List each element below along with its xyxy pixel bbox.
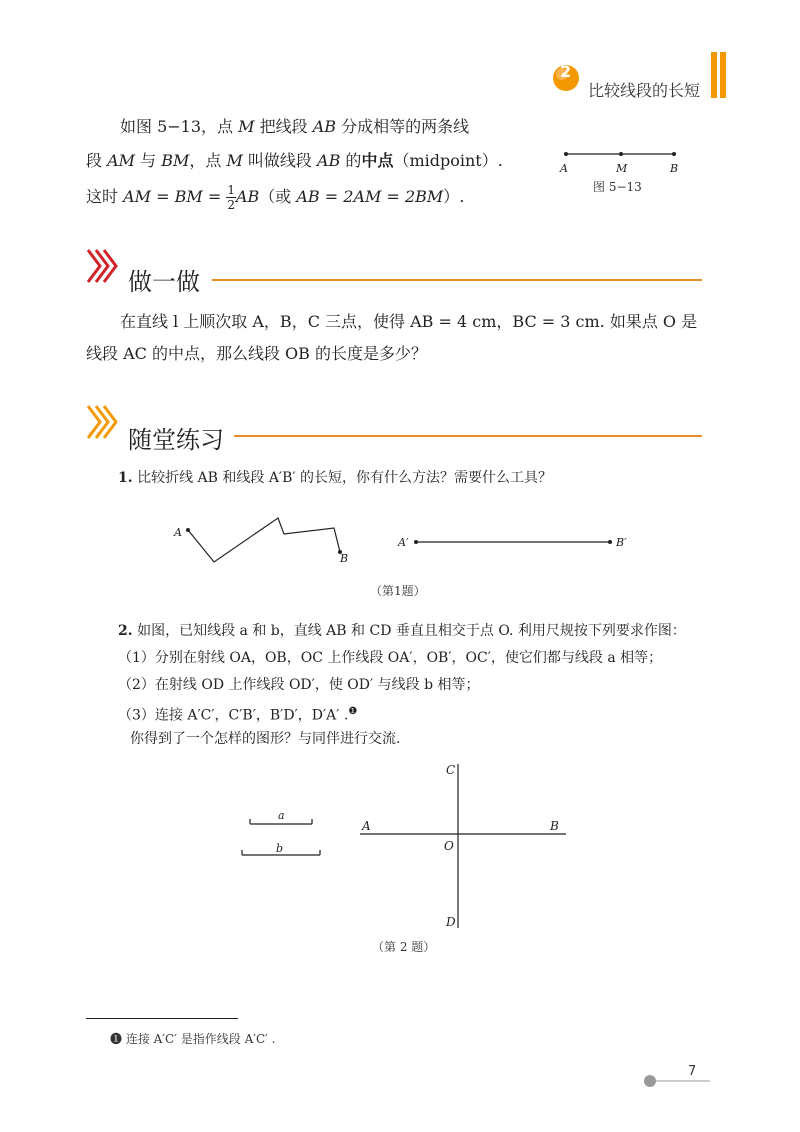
footnote-rule [86, 1018, 238, 1019]
chapter-number: 2 [560, 62, 572, 81]
intro-line-3: 这时 AM = BM = $\frac{1}{2}$ AB（或 AB = 2AM = 2BM）. [86, 183, 465, 212]
question-2-step-2: （2）在射线 OD 上作线段 OD′，使 OD′ 与线段 b 相等； [118, 677, 480, 693]
question-2-caption: （第 2 题） [372, 940, 436, 954]
question-1-caption: （第1题） [370, 584, 426, 598]
figure-5-13-caption: 图 5−13 [593, 180, 642, 194]
label-c: C [446, 763, 456, 777]
label-b: B [670, 162, 679, 175]
label-b-prime: B′ [616, 536, 627, 549]
do-it-rule [212, 279, 702, 281]
question-2: 2. 如图，已知线段 a 和 b，直线 AB 和 CD 垂直且相交于点 O. 利用尺规按下列要求作图： [118, 623, 686, 639]
polyline-ab [188, 518, 340, 562]
label-o: O [444, 839, 454, 853]
footnote-marker: ❶ [348, 706, 358, 717]
header-accent-bar [711, 52, 717, 98]
label-a: A [560, 162, 568, 175]
page-number-marker [642, 1074, 712, 1088]
label-m: M [616, 162, 628, 175]
do-it-title: 做一做 [128, 268, 200, 296]
question-2-step-3: （3）连接 A′C′，C′B′，B′D′，D′A′ .$^❶$ [118, 706, 358, 724]
section-chevron-icon [86, 402, 126, 442]
intro-line-2: 段 AM 与 BM，点 M 叫做线段 AB 的中点（midpoint）. [86, 151, 503, 170]
question-2-step-1: （1）分别在射线 OA，OB，OC 上作线段 OA′，OB′，OC′，使它们都与线段 a 相等； [118, 650, 663, 666]
label-a: A [174, 526, 182, 539]
label-seg-a: a [278, 809, 285, 822]
label-b: B [340, 552, 349, 565]
fraction-one-half: $\frac{1}{2}$ [227, 183, 235, 212]
practice-title: 随堂练习 [128, 426, 224, 454]
intro-line-1: 如图 5−13，点 M 把线段 AB 分成相等的两条线 [120, 117, 470, 136]
section-chevron-icon [86, 246, 126, 286]
page-number: 7 [688, 1064, 697, 1079]
label-a-prime: A′ [398, 536, 409, 549]
question-1: 1. 比较折线 AB 和线段 A′B′ 的长短，你有什么方法？需要什么工具？ [118, 470, 553, 486]
point-b [672, 152, 676, 156]
term-midpoint: 中点 [361, 151, 394, 170]
question-2-step-4: 你得到了一个怎样的图形？与同伴进行交流. [130, 731, 401, 747]
point-a [564, 152, 568, 156]
do-it-line-1: 在直线 l 上顺次取 A，B，C 三点，使得 AB = 4 cm，BC = 3 cm. 如果点 O 是 [120, 312, 698, 331]
label-d: D [446, 915, 456, 929]
question-1-figure [170, 510, 640, 570]
question-2-figure [230, 758, 590, 933]
header-accent-bar [720, 52, 726, 98]
label-b: B [550, 819, 559, 833]
section-header-title: 比较线段的长短 [588, 81, 701, 100]
label-a: A [362, 819, 371, 833]
practice-rule [234, 435, 702, 437]
footnote: ❶ 连接 A′C′ 是指作线段 A′C′ . [110, 1032, 276, 1046]
point-m [619, 152, 623, 156]
do-it-line-2: 线段 AC 的中点，那么线段 OB 的长度是多少？ [86, 344, 428, 363]
label-seg-b: b [276, 842, 284, 855]
